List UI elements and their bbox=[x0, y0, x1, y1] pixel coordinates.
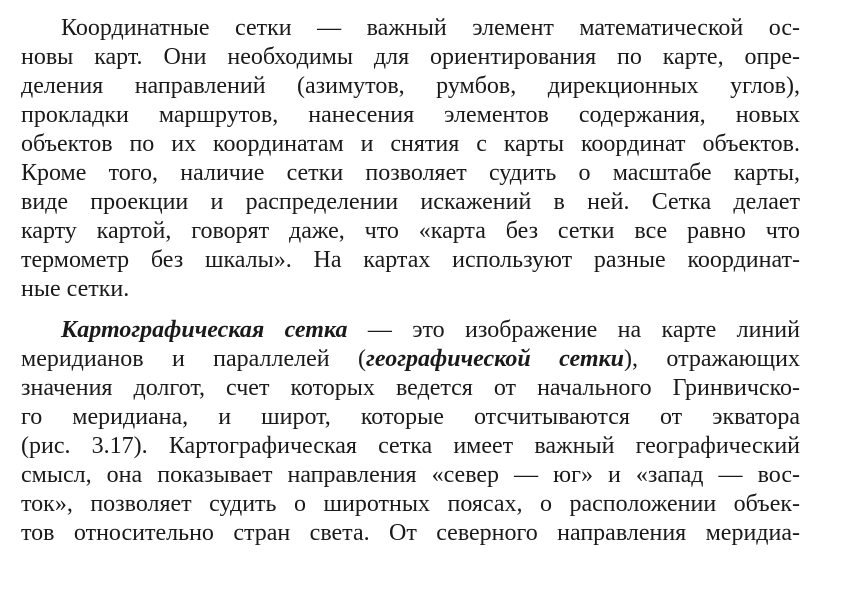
paragraph-coordinate-grids bbox=[21, 14, 800, 304]
text-line bbox=[21, 217, 800, 246]
text-run: го меридиана, и широт, которые отсчитываются от экватора bbox=[21, 404, 800, 430]
text-line bbox=[21, 72, 800, 101]
text-line bbox=[21, 43, 800, 72]
text-line bbox=[21, 14, 800, 43]
text-run: значения долгот, счет которых ведется от начального Гринвичско- bbox=[21, 375, 800, 401]
text-run: меридианов и параллелей ( bbox=[21, 346, 366, 372]
text-run: смысл, она показывает направления «север — юг» и «запад — вос- bbox=[21, 462, 800, 488]
text-line bbox=[21, 432, 800, 461]
text-run: ), отражающих bbox=[624, 346, 800, 372]
term-cartographic-grid: Картографическая сетка bbox=[61, 317, 348, 343]
text-run: ток», позволяет судить о широтных поясах, о расположении объек- bbox=[21, 491, 800, 517]
text-page bbox=[21, 14, 800, 548]
text-line bbox=[21, 188, 800, 217]
text-run: объектов по их координатам и снятия с карты координат объектов. bbox=[21, 131, 800, 157]
text-line bbox=[21, 275, 800, 304]
text-line bbox=[21, 403, 800, 432]
text-run: ные сетки. bbox=[21, 276, 130, 302]
text-run: виде проекции и распределении искажений в ней. Сетка делает bbox=[21, 189, 800, 215]
text-run: деления направлений (азимутов, румбов, дирекционных углов), bbox=[21, 73, 800, 99]
text-line bbox=[21, 490, 800, 519]
text-run: Координатные сетки — важный элемент математической ос- bbox=[61, 15, 800, 41]
text-line bbox=[21, 519, 800, 548]
term-geographic-grid: географической сетки bbox=[366, 346, 625, 372]
text-line bbox=[21, 130, 800, 159]
text-line bbox=[21, 461, 800, 490]
text-run: — это изображение на карте линий bbox=[347, 317, 800, 343]
paragraph-cartographic-grid bbox=[21, 316, 800, 548]
text-line bbox=[21, 316, 800, 345]
text-line bbox=[21, 345, 800, 374]
text-run: прокладки маршрутов, нанесения элементов содержания, новых bbox=[21, 102, 800, 128]
text-line bbox=[21, 159, 800, 188]
text-run: Кроме того, наличие сетки позволяет судить о масштабе карты, bbox=[21, 160, 800, 186]
text-line bbox=[21, 246, 800, 275]
text-run: карту картой, говорят даже, что «карта без сетки все равно что bbox=[21, 218, 800, 244]
text-run: новы карт. Они необходимы для ориентирования по карте, опре- bbox=[21, 44, 800, 70]
text-line bbox=[21, 101, 800, 130]
text-line bbox=[21, 374, 800, 403]
text-run: (рис. 3.17). Картографическая сетка имеет важный географический bbox=[21, 433, 800, 459]
text-run: тов относительно стран света. От северного направления меридиа- bbox=[21, 520, 800, 546]
text-run: термометр без шкалы». На картах используют разные координат- bbox=[21, 247, 800, 273]
